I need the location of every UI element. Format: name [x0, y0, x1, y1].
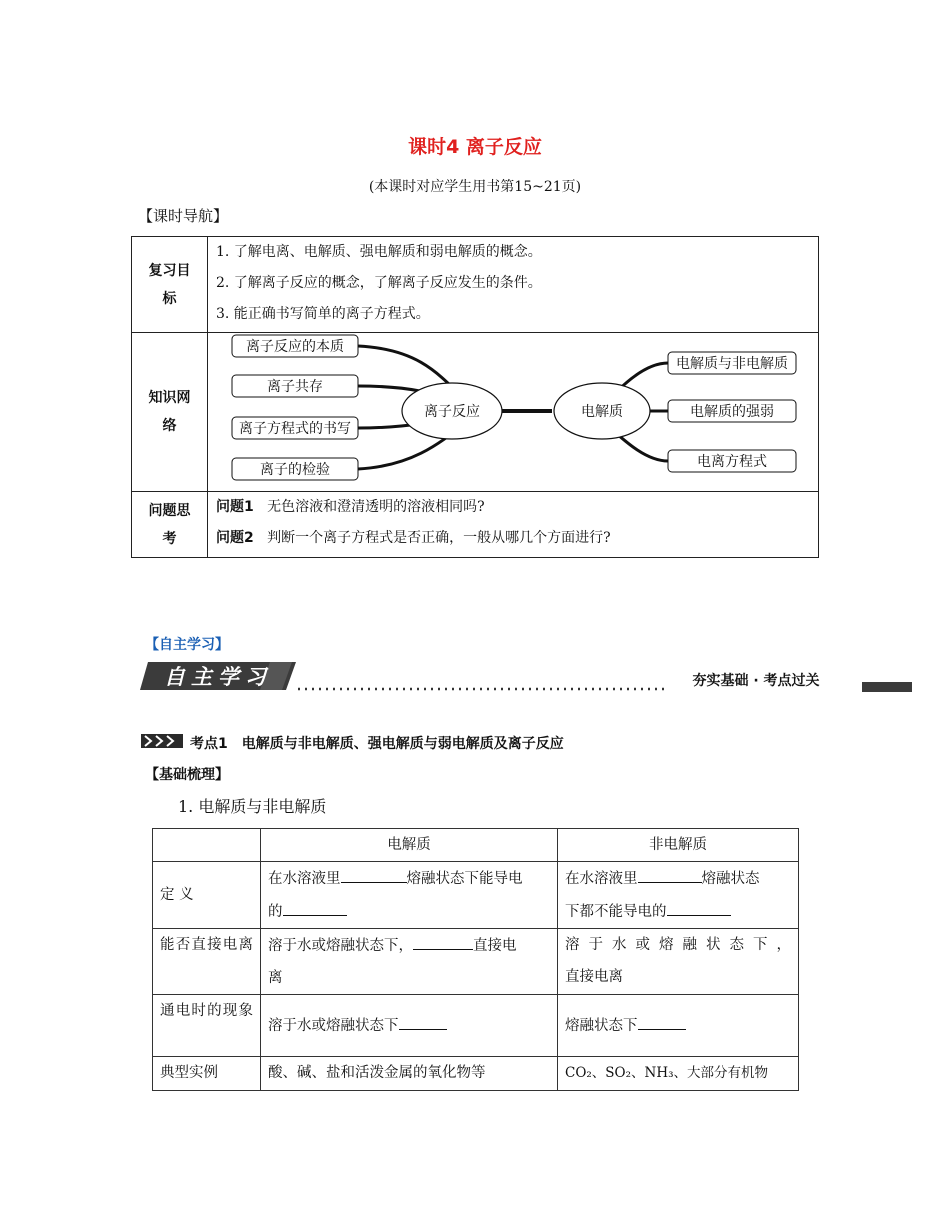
mind-map-diagram: [208, 333, 821, 491]
compare-table: [152, 828, 799, 1091]
map-center-electrolyte: 电解质: [581, 404, 623, 420]
map-node-detection: 离子的检验: [260, 462, 330, 478]
self-study-heading: 【自主学习】: [145, 637, 229, 653]
fill-blank: [399, 1009, 447, 1030]
fill-blank: [667, 895, 731, 916]
fill-blank: [341, 862, 407, 883]
map-node-essence: 离子反应的本质: [246, 339, 344, 355]
nav-heading: 【课时导航】: [138, 207, 229, 225]
goals-label: 复习目标: [132, 237, 208, 333]
table-cell: 溶于水或熔融状态下， 直接电离: [558, 929, 799, 995]
header-cell: 电解质: [261, 829, 558, 862]
table-cell: 在水溶液里 熔融状态下能导电 的: [261, 862, 558, 929]
fill-blank: [413, 929, 473, 950]
goal-item: 1. 了解电离、电解质、强电解质和弱电解质的概念。: [216, 244, 542, 260]
fill-blank: [638, 862, 702, 883]
table-cell: 溶于水或熔融状态下: [261, 995, 558, 1057]
basics-heading: 【基础梳理】: [145, 767, 229, 783]
section-title: 1. 电解质与非电解质: [178, 797, 327, 816]
map-node-coexist: 离子共存: [267, 379, 323, 395]
guide-table: [131, 236, 819, 558]
network-label: 知识网络: [132, 333, 208, 492]
map-node-equation: 离子方程式的书写: [239, 421, 351, 437]
self-study-banner: [140, 660, 912, 694]
row-label: 能否直接电离: [153, 929, 261, 995]
banner-right-text: 夯实基础 · 考点过关: [692, 673, 820, 689]
fill-blank: [283, 895, 347, 916]
question-item: 问题1 无色溶液和澄清透明的溶液相同吗?: [216, 499, 485, 515]
goals-cell: [208, 237, 819, 333]
goal-item: 2. 了解离子反应的概念，了解离子反应发生的条件。: [216, 275, 542, 291]
map-node-electrolyte-types: 电解质与非电解质: [676, 356, 788, 372]
row-label: 通电时的现象: [153, 995, 261, 1057]
row-label: 典型实例: [153, 1057, 261, 1091]
table-cell: 溶于水或熔融状态下， 直接电 离: [261, 929, 558, 995]
table-cell: 酸、碱、盐和活泼金属的氧化物等: [261, 1057, 558, 1091]
table-cell: 熔融状态下: [558, 995, 799, 1057]
banner-title: 自主学习: [164, 665, 272, 689]
header-cell: 非电解质: [558, 829, 799, 862]
map-node-ionization-eq: 电离方程式: [697, 454, 767, 470]
map-center-ionic-reaction: 离子反应: [424, 404, 480, 420]
arrows-icon: [141, 734, 183, 748]
map-node-strength: 电解质的强弱: [690, 404, 774, 420]
header-cell: [153, 829, 261, 862]
kaodian-heading: 考点1 电解质与非电解质、强电解质与弱电解质及离子反应: [190, 736, 564, 752]
banner-right-bar: [862, 682, 912, 692]
table-cell: CO₂、SO₂、NH₃、大部分有机物: [558, 1057, 799, 1091]
lesson-subtitle: (本课时对应学生用书第15~21页): [368, 179, 582, 195]
goal-item: 3. 能正确书写简单的离子方程式。: [216, 306, 430, 322]
fill-blank: [638, 1009, 686, 1030]
questions-cell: [208, 492, 819, 558]
row-label: 定 义: [153, 862, 261, 929]
table-cell: 在水溶液里 熔融状态 下都不能导电的: [558, 862, 799, 929]
knowledge-map: [208, 333, 819, 492]
question-item: 问题2 判断一个离子方程式是否正确，一般从哪几个方面进行?: [216, 530, 611, 546]
questions-label: 问题思考: [132, 492, 208, 558]
lesson-title: 课时4 离子反应: [408, 136, 542, 158]
